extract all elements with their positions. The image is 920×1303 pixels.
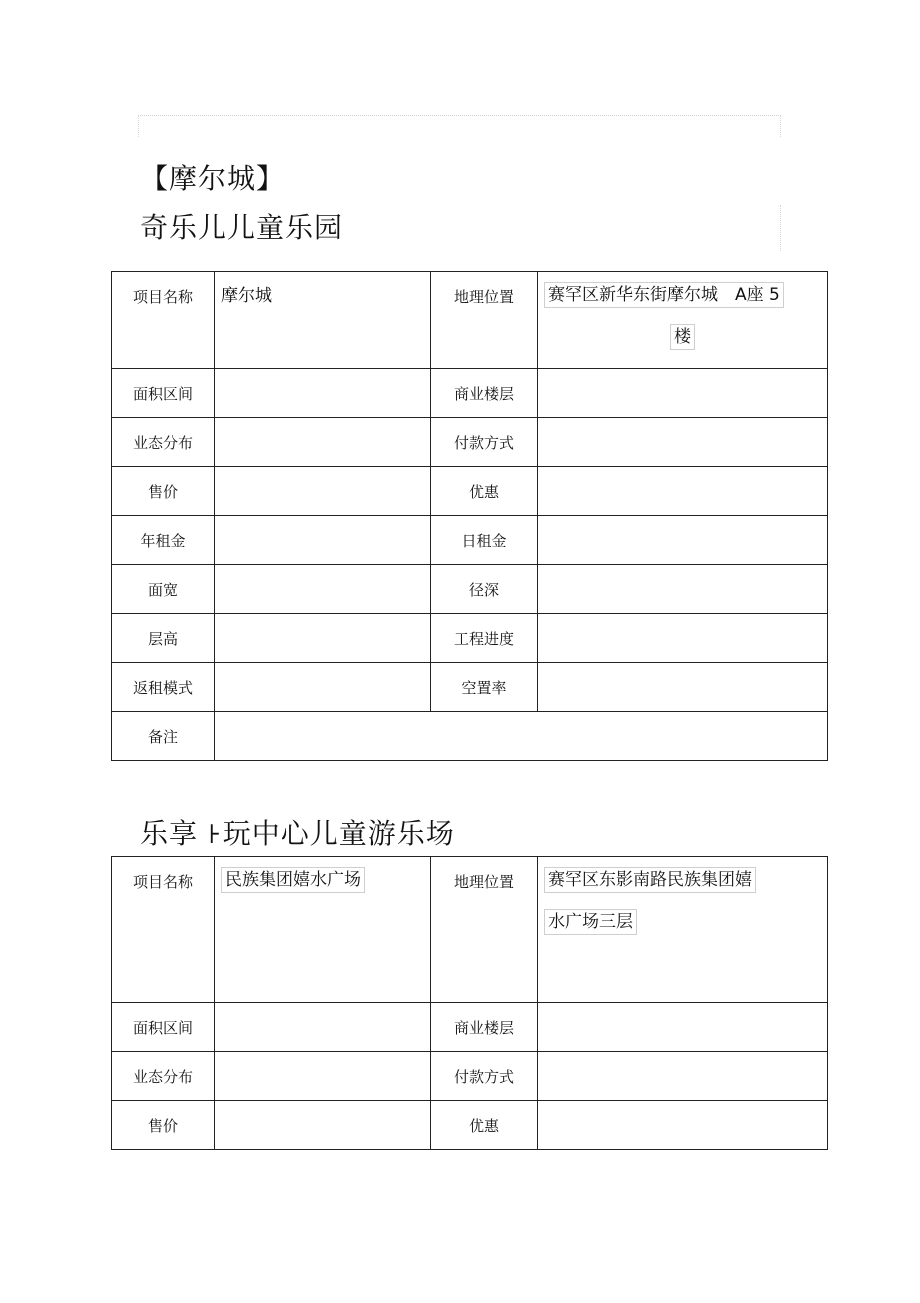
payment-value <box>538 1052 828 1101</box>
table-row <box>112 712 828 761</box>
label-annual-rent: 年租金 <box>112 516 215 565</box>
location-line-1: 赛罕区东影南路民族集团嬉 <box>544 867 756 893</box>
table-row <box>112 663 828 712</box>
section2-title: 乐享 ꜔玩中心儿童游乐场 <box>140 817 455 850</box>
commercial-floor-value <box>538 1003 828 1052</box>
floor-height-value <box>215 614 431 663</box>
label-sale-price: 售价 <box>112 467 215 516</box>
table-row <box>112 369 828 418</box>
label-location: 地理位置 <box>431 857 538 1003</box>
label-payment: 付款方式 <box>431 1052 538 1101</box>
area-range-value <box>215 369 431 418</box>
header-dotted-right <box>780 115 781 137</box>
project-name-cell <box>215 857 431 1003</box>
table-row <box>112 1003 828 1052</box>
location-cell <box>538 272 828 369</box>
location-line-2: 楼 <box>670 324 695 350</box>
business-type-value <box>215 418 431 467</box>
label-project-name: 项目名称 <box>112 272 215 369</box>
remarks-value <box>215 712 828 761</box>
label-progress: 工程进度 <box>431 614 538 663</box>
commercial-floor-value <box>538 369 828 418</box>
discount-value <box>538 1101 828 1150</box>
business-type-value <box>215 1052 431 1101</box>
label-area-range: 面积区间 <box>112 369 215 418</box>
daily-rent-value <box>538 516 828 565</box>
project-name-value: 民族集团嬉水广场 <box>221 867 365 893</box>
discount-value <box>538 467 828 516</box>
rent-back-value <box>215 663 431 712</box>
title-dotted-right <box>780 205 781 251</box>
label-commercial-floor: 商业楼层 <box>431 369 538 418</box>
table-row <box>112 516 828 565</box>
label-business-type: 业态分布 <box>112 418 215 467</box>
location-cell <box>538 857 828 1003</box>
label-rent-back: 返租模式 <box>112 663 215 712</box>
label-location: 地理位置 <box>431 272 538 369</box>
annual-rent-value <box>215 516 431 565</box>
label-daily-rent: 日租金 <box>431 516 538 565</box>
table-row <box>112 614 828 663</box>
mall-title: 【摩尔城】 <box>140 162 286 195</box>
progress-value <box>538 614 828 663</box>
sale-price-value <box>215 467 431 516</box>
table-row <box>112 272 828 369</box>
table-row <box>112 1052 828 1101</box>
project-table-1 <box>111 271 828 761</box>
location-line-1: 赛罕区新华东街摩尔城 A座 5 <box>544 282 784 308</box>
depth-value <box>538 565 828 614</box>
label-frontage: 面宽 <box>112 565 215 614</box>
label-floor-height: 层高 <box>112 614 215 663</box>
label-discount: 优惠 <box>431 1101 538 1150</box>
label-payment: 付款方式 <box>431 418 538 467</box>
vacancy-value <box>538 663 828 712</box>
project-name-value: 摩尔城 <box>215 272 431 369</box>
table-row <box>112 565 828 614</box>
location-line-2: 水广场三层 <box>544 909 637 935</box>
label-discount: 优惠 <box>431 467 538 516</box>
header-dotted-rule <box>138 115 781 116</box>
frontage-value <box>215 565 431 614</box>
payment-value <box>538 418 828 467</box>
section1-title: 奇乐儿儿童乐园 <box>140 211 344 244</box>
label-remarks: 备注 <box>112 712 215 761</box>
area-range-value <box>215 1003 431 1052</box>
sale-price-value <box>215 1101 431 1150</box>
label-area-range: 面积区间 <box>112 1003 215 1052</box>
table-row <box>112 467 828 516</box>
label-commercial-floor: 商业楼层 <box>431 1003 538 1052</box>
header-dotted-left <box>138 115 139 137</box>
table-row <box>112 418 828 467</box>
table-row <box>112 857 828 1003</box>
project-table-2 <box>111 856 828 1150</box>
label-vacancy: 空置率 <box>431 663 538 712</box>
table-row <box>112 1101 828 1150</box>
label-sale-price: 售价 <box>112 1101 215 1150</box>
label-project-name: 项目名称 <box>112 857 215 1003</box>
label-business-type: 业态分布 <box>112 1052 215 1101</box>
label-depth: 径深 <box>431 565 538 614</box>
